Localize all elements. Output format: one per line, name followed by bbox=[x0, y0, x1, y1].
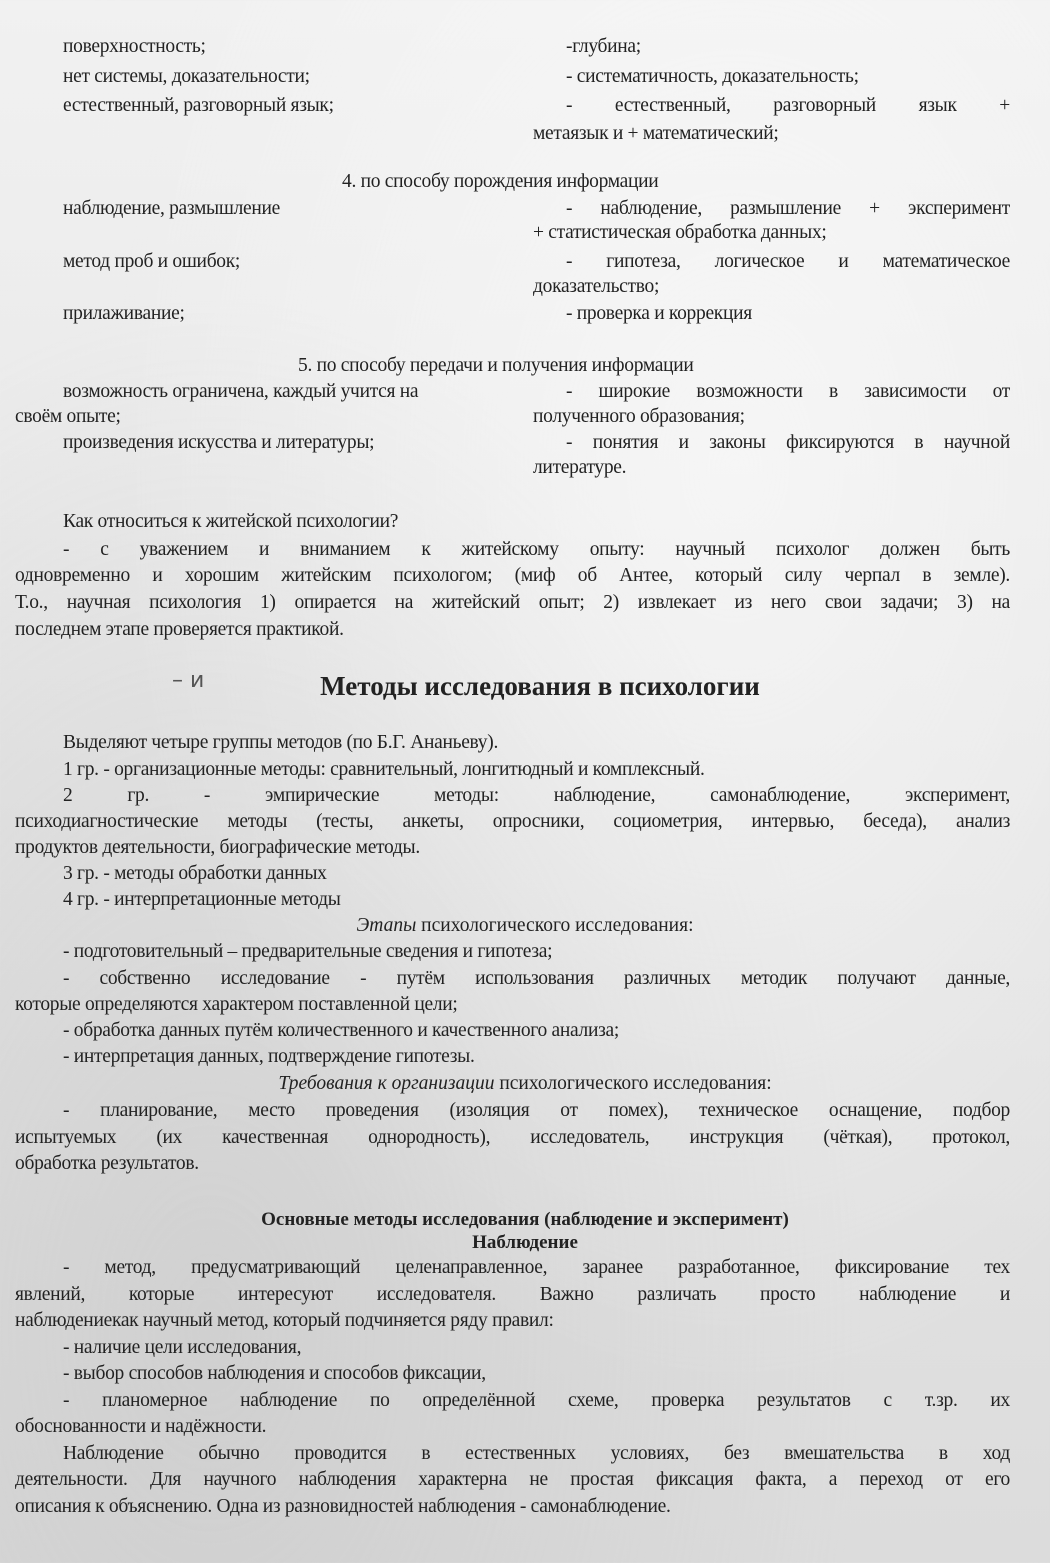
rule-item-cont: обоснованности и надёжности. bbox=[15, 1416, 267, 1437]
rule-item: - выбор способов наблюдения и способов фиксации, bbox=[63, 1363, 486, 1384]
left-cell: метод проб и ошибок; bbox=[63, 251, 241, 272]
paragraph-line: обработка результатов. bbox=[15, 1153, 199, 1174]
left-cell: возможность ограничена, каждый учится на bbox=[63, 381, 419, 402]
stage-item: - подготовительный – предварительные сведения и гипотеза; bbox=[63, 941, 553, 962]
right-cell-cont: метаязык и + математический; bbox=[533, 123, 779, 144]
rule-item: - планомерное наблюдение по определённой схеме, проверка результатов с т.зр. их bbox=[63, 1390, 1010, 1411]
stages-heading-italic: Этапы bbox=[356, 915, 417, 936]
stage-item-cont: которые определяются характером поставленной цели; bbox=[15, 994, 458, 1015]
left-cell: наблюдение, размышление bbox=[63, 198, 280, 219]
paragraph-line: одновременно и хорошим житейским психологом; (миф об Антее, который силу черпал в земле). bbox=[15, 565, 1010, 586]
left-cell: поверхностность; bbox=[63, 36, 206, 57]
paragraph-line: наблюдениекак научный метод, который подчиняется ряду правил: bbox=[15, 1310, 554, 1331]
paragraph-line: последнем этапе проверяется практикой. bbox=[15, 619, 344, 640]
stages-heading-rest: психологического исследования: bbox=[416, 915, 694, 936]
stage-item: - интерпретация данных, подтверждение гипотезы. bbox=[63, 1046, 475, 1067]
right-cell: - гипотеза, логическое и математическое bbox=[566, 251, 1010, 272]
right-cell: - систематичность, доказательность; bbox=[566, 66, 859, 87]
paragraph-line: - планирование, место проведения (изоляция от помех), техническое оснащение, подбор bbox=[63, 1100, 1010, 1121]
group-item: 4 гр. - интерпретационные методы bbox=[63, 889, 341, 910]
group-item: 3 гр. - методы обработки данных bbox=[63, 863, 327, 884]
right-cell: - широкие возможности в зависимости от bbox=[566, 381, 1010, 402]
paragraph-line: Выделяют четыре группы методов (по Б.Г. Ананьеву). bbox=[63, 732, 499, 753]
group-item: 1 гр. - организационные методы: сравнительный, лонгитюдный и комплексный. bbox=[63, 759, 705, 780]
section-heading: 4. по способу порождения информации bbox=[342, 171, 659, 192]
requirements-heading-rest: психологического исследования: bbox=[494, 1073, 772, 1094]
paragraph-line: - метод, предусматривающий целенаправленное, заранее разработанное, фиксирование тех bbox=[63, 1257, 1010, 1278]
left-cell: прилаживание; bbox=[63, 303, 185, 324]
right-cell: -глубина; bbox=[566, 36, 641, 57]
left-cell: произведения искусства и литературы; bbox=[63, 432, 375, 453]
right-cell: - понятия и законы фиксируются в научной bbox=[566, 432, 1010, 453]
paragraph-line: деятельности. Для научного наблюдения характерна не простая фиксация факта, а переход от его bbox=[15, 1469, 1010, 1490]
handwritten-mark: – и bbox=[172, 668, 205, 693]
page-title: Методы исследования в психологии bbox=[320, 671, 760, 701]
requirements-heading bbox=[0, 1072, 1050, 1096]
section-heading: 5. по способу передачи и получения информации bbox=[298, 355, 694, 376]
group-item-cont: психодиагностические методы (тесты, анкеты, опросники, социометрия, интервью, беседа), анализ bbox=[15, 811, 1010, 832]
left-cell: естественный, разговорный язык; bbox=[63, 95, 334, 116]
requirements-heading-italic: Требования к организации bbox=[278, 1073, 495, 1094]
left-cell-cont: своём опыте; bbox=[15, 406, 121, 427]
right-cell: - естественный, разговорный язык + bbox=[566, 95, 1010, 116]
right-cell-cont: литературе. bbox=[533, 457, 627, 478]
group-item-cont: продуктов деятельности, биографические методы. bbox=[15, 837, 420, 858]
stage-item: - собственно исследование - путём использования различных методик получают данные, bbox=[63, 968, 1010, 989]
paragraph-line: испытуемых (их качественная однородность), исследователь, инструкция (чёткая), протокол, bbox=[15, 1127, 1010, 1148]
right-cell: - наблюдение, размышление + эксперимент bbox=[566, 198, 1010, 219]
section-heading: Основные методы исследования (наблюдение и эксперимент) bbox=[261, 1209, 789, 1230]
paragraph-line: - с уважением и вниманием к житейскому опыту: научный психолог должен быть bbox=[63, 539, 1010, 560]
left-cell: нет системы, доказательности; bbox=[63, 66, 310, 87]
paragraph-line: Т.о., научная психология 1) опирается на житейский опыт; 2) извлекает из него свои задачи; 3) на bbox=[15, 592, 1010, 613]
stage-item: - обработка данных путём количественного и качественного анализа; bbox=[63, 1020, 619, 1041]
paragraph-line: явлений, которые интересуют исследователя. Важно различать просто наблюдение и bbox=[15, 1284, 1010, 1305]
rule-item: - наличие цели исследования, bbox=[63, 1337, 302, 1358]
group-item: 2 гр. - эмпирические методы: наблюдение, самонаблюдение, эксперимент, bbox=[63, 785, 1010, 806]
paragraph-line: описания к объяснению. Одна из разновидностей наблюдения - самонаблюдение. bbox=[15, 1496, 671, 1517]
right-cell: - проверка и коррекция bbox=[566, 303, 752, 324]
stages-heading bbox=[0, 914, 1050, 938]
right-cell-cont: доказательство; bbox=[533, 276, 660, 297]
right-cell-cont: + статистическая обработка данных; bbox=[533, 222, 827, 243]
section-subheading: Наблюдение bbox=[472, 1232, 578, 1253]
paragraph-line: Наблюдение обычно проводится в естественных условиях, без вмешательства в ход bbox=[63, 1443, 1010, 1464]
question: Как относиться к житейской психологии? bbox=[63, 511, 399, 532]
right-cell-cont: полученного образования; bbox=[533, 406, 745, 427]
